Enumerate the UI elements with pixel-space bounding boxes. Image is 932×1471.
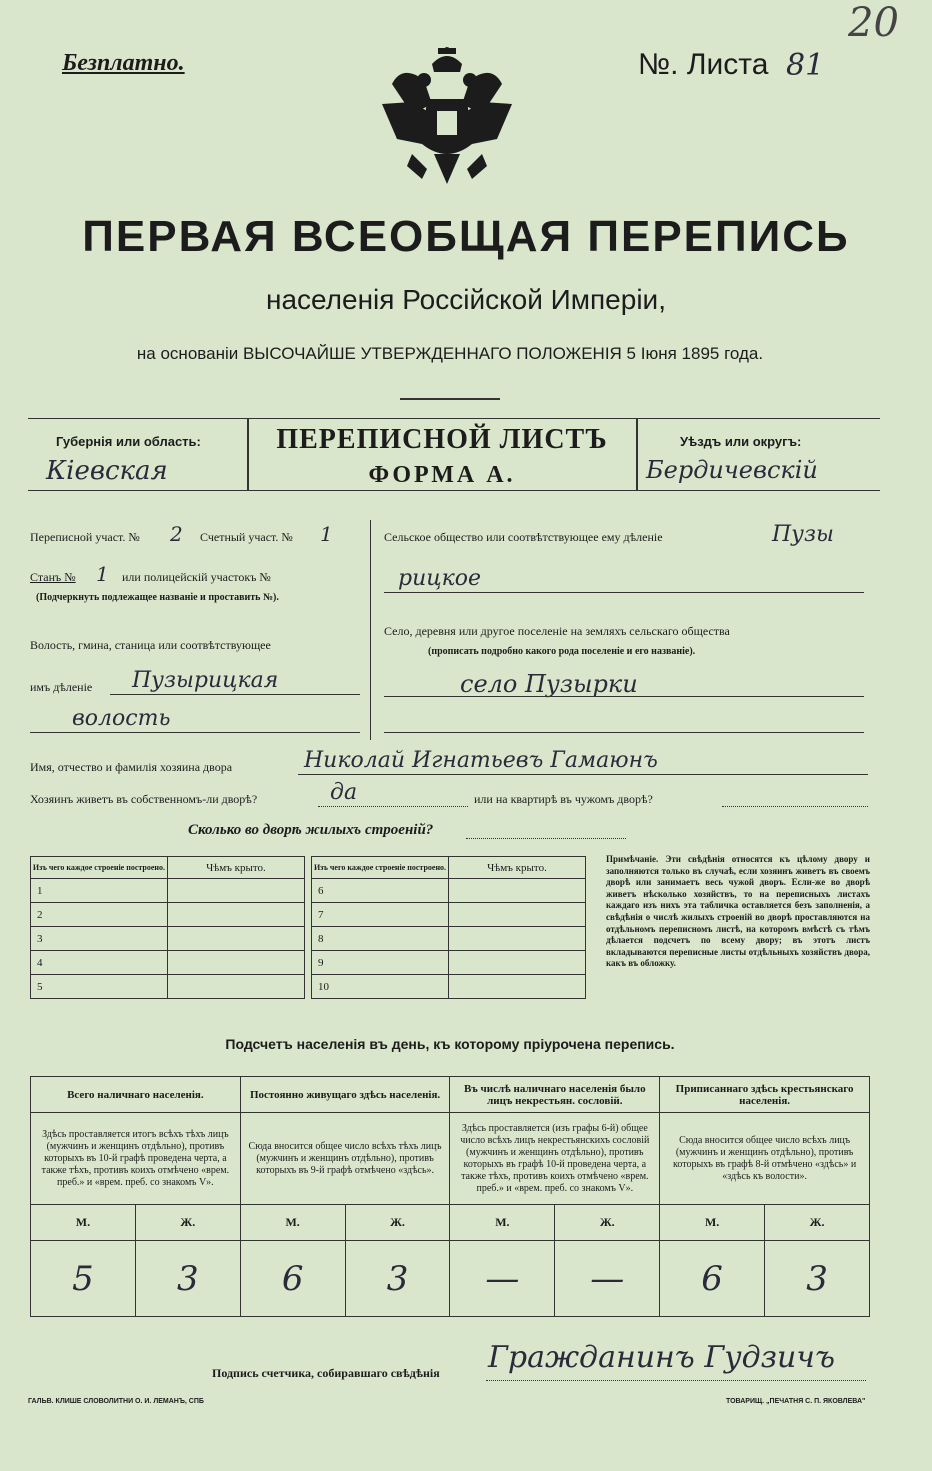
rented-label: или на квартирѣ въ чужомъ дворѣ? xyxy=(474,792,653,806)
owner-name-underline xyxy=(298,774,868,775)
signature-label: Подпись счетчика, собиравшаго свѣдѣнія xyxy=(212,1366,440,1380)
village-label: Село, деревня или другое поселеніе на земляхъ сельскаго общества xyxy=(384,624,730,638)
count-area-value: 1 xyxy=(320,522,333,546)
volost-value-1: Пузырицкая xyxy=(132,668,279,693)
form-box-top xyxy=(28,418,880,419)
permanent-f-value: 3 xyxy=(345,1241,450,1317)
row-number: 3 xyxy=(31,927,168,951)
ornament-divider xyxy=(400,398,500,408)
roof-cell xyxy=(167,951,304,975)
group-title-permanent: Постоянно живущаго здѣсь населенія. xyxy=(240,1077,450,1113)
roof-cell xyxy=(449,927,586,951)
page-subtitle: населенія Россійской Имперіи, xyxy=(266,284,666,315)
f-header: Ж. xyxy=(555,1205,660,1241)
row-number: 6 xyxy=(312,879,449,903)
form-title: ПЕРЕПИСНОЙ ЛИСТЪ xyxy=(276,424,608,455)
uezd-value: Бердичевскій xyxy=(646,456,818,484)
registered-m-value: 6 xyxy=(660,1241,765,1317)
group-title-non-peasant: Въ числѣ наличнаго населенія было лицъ некрестьян. сословій. xyxy=(450,1077,660,1113)
remark-text: Эти свѣдѣнія относятся къ цѣлому двору и заполняются только въ случаѣ, если хозяинъ живетъ въ своемъ дворѣ или занимаетъ весь чужой дворъ. Если-же во дворѣ живетъ нѣсколько хозяйствъ, то на переписныхъ листахъ каждаго изъ нихъ эта табличка оставляется безъ заполненія, а свѣдѣнія о числѣ жилыхъ строеній во дворѣ проставляются на отдѣльномъ переписномъ листѣ, на которомъ вмѣстѣ съ тѣмъ дѣлается подсчетъ по всему двору; въ этотъ листъ вкладываются переписные листы отдѣльныхъ хозяйствъ двора, какъ въ обложку. xyxy=(606,854,870,969)
roof-cell xyxy=(449,903,586,927)
col-material-right: Изъ чего каждое строеніе построено. xyxy=(312,857,449,879)
row-number: 7 xyxy=(312,903,449,927)
permanent-m-value: 6 xyxy=(240,1241,345,1317)
table-spacer xyxy=(304,927,311,951)
table-spacer xyxy=(304,975,311,999)
society-value-1: Пузы xyxy=(772,522,834,547)
row-number: 10 xyxy=(312,975,449,999)
col-material-left: Изъ чего каждое строеніе построено. xyxy=(31,857,168,879)
group-desc-permanent: Сюда вносится общее число всѣхъ тѣхъ лицъ (мужчинъ и женщинъ отдѣльно), противъ которыхъ въ 9-й графѣ отмѣчено «здѣсь». xyxy=(240,1113,450,1205)
total-f-value: 3 xyxy=(135,1241,240,1317)
col-roof-right: Чѣмъ крыто. xyxy=(449,857,586,879)
remark-block xyxy=(606,854,870,970)
f-header: Ж. xyxy=(765,1205,870,1241)
stan-value: 1 xyxy=(96,562,109,586)
village-underline xyxy=(384,696,864,697)
buildings-table xyxy=(30,856,586,999)
roof-cell xyxy=(167,975,304,999)
row-number: 8 xyxy=(312,927,449,951)
m-header: М. xyxy=(31,1205,136,1241)
table-spacer xyxy=(304,903,311,927)
own-yard-label: Хозяинъ живетъ въ собственномъ-ли дворѣ? xyxy=(30,792,258,806)
uezd-label: Уѣздъ или округъ: xyxy=(680,434,802,449)
col-roof-left: Чѣмъ крыто. xyxy=(167,857,304,879)
signature-underline xyxy=(486,1380,866,1381)
roof-cell xyxy=(167,927,304,951)
buildings-underline xyxy=(466,838,626,839)
row-number: 5 xyxy=(31,975,168,999)
remark-title: Примѣчаніе. xyxy=(606,854,659,864)
note-text: (Подчеркнуть подлежащее названіе и проставить №). xyxy=(36,592,279,603)
group-title-total: Всего наличнаго населенія. xyxy=(31,1077,241,1113)
police-label: или полицейскій участокъ № xyxy=(122,570,271,584)
population-heading: Подсчетъ населенія въ день, къ которому пріурочена перепись. xyxy=(225,1036,675,1052)
village-note: (прописать подробно какого рода поселеніе и его названіе). xyxy=(428,646,696,657)
roof-cell xyxy=(449,975,586,999)
rented-underline xyxy=(722,806,868,807)
vertical-separator xyxy=(370,520,371,740)
corner-number: 20 xyxy=(848,0,899,46)
total-m-value: 5 xyxy=(31,1241,136,1317)
roof-cell xyxy=(449,879,586,903)
buildings-label: Сколько во дворѣ жилыхъ строеній? xyxy=(188,822,434,838)
group-desc-non-peasant: Здѣсь проставляется (изъ графы 6-й) общее число всѣхъ лицъ некрестьянскихъ сословій (мужчинъ и женщинъ отдѣльно), противъ которыхъ въ графѣ 10-й проведена черта, а также тѣхъ, противъ коихъ отмѣчено «врем. преб.» и «врем. преб. со знакомъ V». xyxy=(450,1113,660,1205)
sheet-number-value: 81 xyxy=(786,48,825,83)
village-underline-2 xyxy=(384,732,864,733)
society-underline xyxy=(384,592,864,593)
volost-label-2: имъ дѣленіе xyxy=(30,680,93,694)
population-table xyxy=(30,1076,870,1317)
volost-value-2: волость xyxy=(72,706,171,731)
coat-of-arms-icon xyxy=(372,44,522,194)
footer-right: ТОВАРИЩ. „ПЕЧАТНЯ С. П. ЯКОВЛЕВА" xyxy=(726,1398,866,1405)
own-yard-underline xyxy=(318,806,468,807)
signature-value: Гражданинъ Гудзичъ xyxy=(488,1340,835,1375)
basis-line: на основаніи ВЫСОЧАЙШЕ УТВЕРЖДЕННАГО ПОЛОЖЕНІЯ 5 Іюня 1895 года. xyxy=(136,344,764,363)
village-value: село Пузырки xyxy=(460,670,638,698)
roof-cell xyxy=(449,951,586,975)
m-header: М. xyxy=(240,1205,345,1241)
volost-underline-2 xyxy=(30,732,360,733)
own-yard-value: да xyxy=(330,780,358,805)
form-box-bottom xyxy=(28,490,880,491)
count-area-label: Счетный участ. № xyxy=(200,530,293,544)
table-spacer xyxy=(304,857,311,879)
f-header: Ж. xyxy=(135,1205,240,1241)
society-label: Сельское общество или соотвѣтствующее ему дѣленіе xyxy=(384,530,663,544)
group-desc-total: Здѣсь проставляется итогъ всѣхъ тѣхъ лицъ (мужчинъ и женщинъ отдѣльно), противъ которыхъ въ 10-й графѣ проведена черта, а также тѣхъ, противъ коихъ отмѣчено «врем. преб.» и «врем. преб. со знакомъ V». xyxy=(31,1113,241,1205)
table-spacer xyxy=(304,879,311,903)
non-peasant-f-value: — xyxy=(555,1241,660,1317)
sheet-number-label: №. Листа xyxy=(638,48,769,81)
registered-f-value: 3 xyxy=(765,1241,870,1317)
society-value-2: рицкое xyxy=(398,566,482,591)
owner-name-value: Николай Игнатьевъ Гамаюнъ xyxy=(304,748,658,773)
group-title-registered: Приписаннаго здѣсь крестьянскаго населенія. xyxy=(660,1077,870,1113)
roof-cell xyxy=(167,879,304,903)
guberniya-value: Кіевская xyxy=(46,456,168,486)
non-peasant-m-value: — xyxy=(450,1241,555,1317)
form-box-divider-right xyxy=(636,418,638,490)
row-number: 4 xyxy=(31,951,168,975)
table-spacer xyxy=(304,951,311,975)
guberniya-label: Губернія или область: xyxy=(56,434,201,449)
f-header: Ж. xyxy=(345,1205,450,1241)
m-header: М. xyxy=(450,1205,555,1241)
owner-name-label: Имя, отчество и фамилія хозяина двора xyxy=(30,760,233,774)
roof-cell xyxy=(167,903,304,927)
row-number: 9 xyxy=(312,951,449,975)
m-header: М. xyxy=(660,1205,765,1241)
form-subtitle: ФОРМА А. xyxy=(368,462,516,488)
group-desc-registered: Сюда вносится общее число всѣхъ лицъ (мужчинъ и женщинъ отдѣльно), противъ которыхъ въ графѣ 8-й отмѣчено «здѣсь» и «здѣсь къ волости». xyxy=(660,1113,870,1205)
census-area-label: Переписной участ. № xyxy=(30,530,140,544)
free-label: Безплатно. xyxy=(62,50,185,76)
row-number: 2 xyxy=(31,903,168,927)
volost-label: Волость, гмина, станица или соотвѣтствующее xyxy=(30,638,271,652)
volost-underline-1 xyxy=(110,694,360,695)
stan-label: Станъ № xyxy=(30,570,76,584)
row-number: 1 xyxy=(31,879,168,903)
page-title: ПЕРВАЯ ВСЕОБЩАЯ ПЕРЕПИСЬ xyxy=(82,212,850,261)
census-area-value: 2 xyxy=(170,522,183,546)
footer-left: ГАЛЬВ. КЛИШЕ СЛОВОЛИТНИ О. И. ЛЕМАНЪ, СПБ xyxy=(28,1398,204,1405)
